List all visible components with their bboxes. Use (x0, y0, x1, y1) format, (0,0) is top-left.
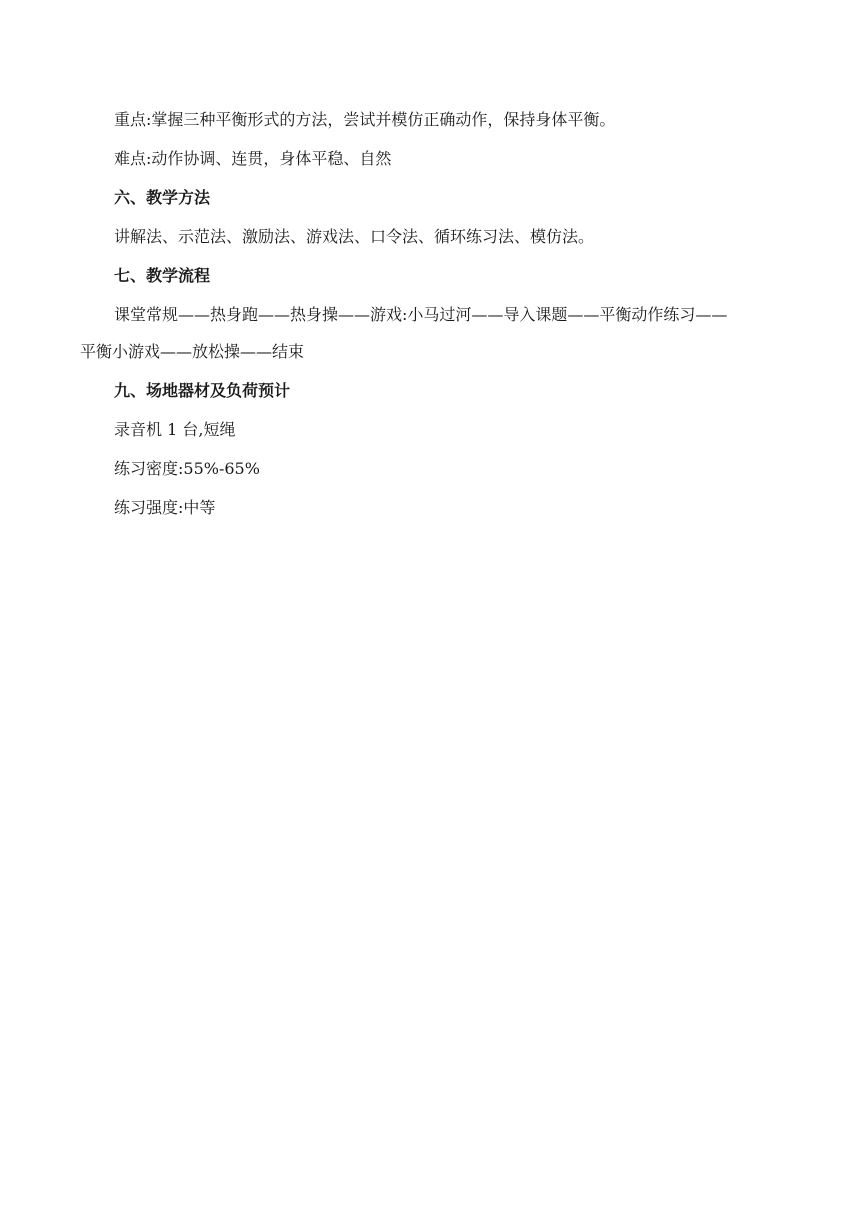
section-9-heading: 九、场地器材及负荷预计 (114, 381, 291, 400)
teaching-methods-text: 讲解法、示范法、激励法、游戏法、口令法、循环练习法、模仿法。 (114, 227, 595, 246)
document-page (80, 110, 790, 518)
exercise-density-text: 练习密度:55%-65% (114, 459, 260, 478)
equipment-text: 录音机 1 台,短绳 (114, 420, 236, 439)
key-points-text: 重点:掌握三种平衡形式的方法，尝试并模仿正确动作，保持身体平衡。 (114, 110, 616, 129)
section-6-heading: 六、教学方法 (114, 188, 211, 207)
teaching-flow-line-1: 课堂常规——热身跑——热身操——游戏:小马过河——导入课题——平衡动作练习—— (114, 305, 728, 324)
difficulties-text: 难点:动作协调、连贯，身体平稳、自然 (114, 149, 392, 168)
section-7-heading: 七、教学流程 (114, 266, 211, 285)
exercise-intensity-text: 练习强度:中等 (114, 498, 216, 517)
teaching-flow-line-2: 平衡小游戏——放松操——结束 (80, 342, 305, 361)
